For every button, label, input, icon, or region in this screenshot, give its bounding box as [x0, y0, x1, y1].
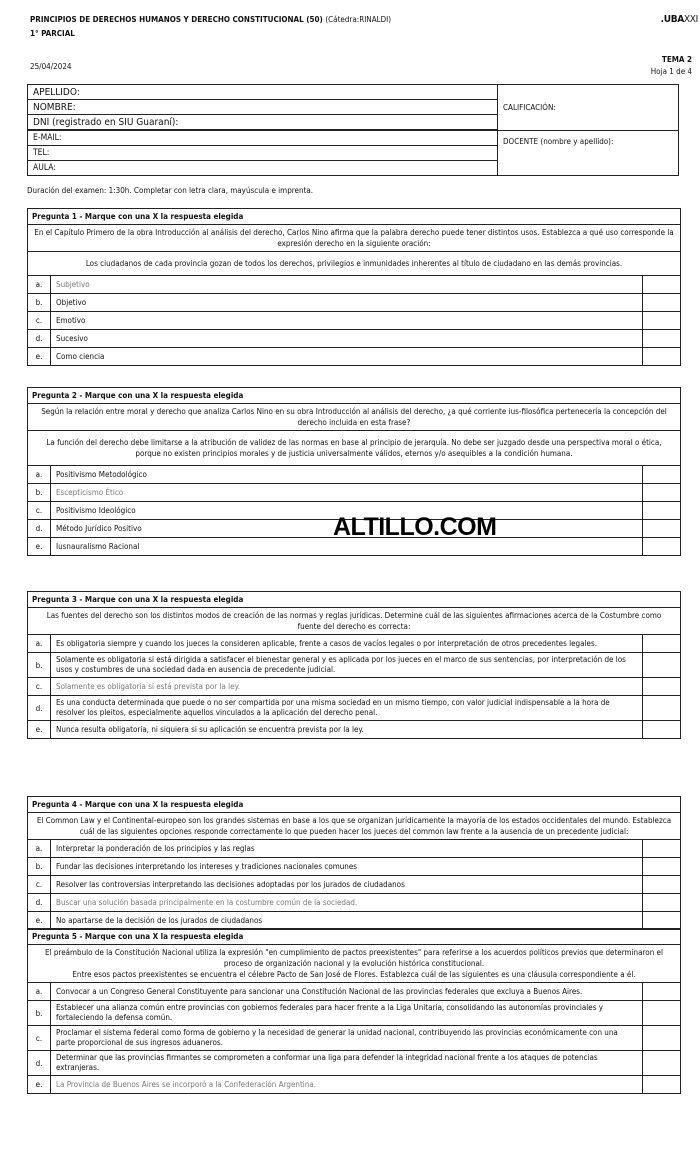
altillo-watermark: ALTILLO.COM — [333, 513, 497, 541]
answer-option[interactable] — [28, 484, 680, 502]
option-letter: a. — [28, 276, 51, 293]
logo-light: XXI — [683, 14, 698, 25]
question-header: Pregunta 5 - Marque con una X la respuesta elegida — [28, 929, 680, 945]
option-text: Nunca resulta obligatoria, ni siquiera si su aplicación se encuentra prevista por la ley. — [51, 721, 643, 738]
option-text: Solamente es obligatoria si está prevista por la ley. — [51, 678, 643, 695]
answer-checkbox[interactable] — [643, 1076, 680, 1093]
option-text: Solamente es obligatoria si está dirigida a satisfacer el bienestar general y es aplicada por los jueces en el marco de sus sentencias, por interpretación de los usos y costumbres de una sociedad dada en ausencia de precedente judicial. — [51, 653, 643, 677]
answer-option[interactable] — [28, 912, 680, 929]
answer-option[interactable] — [28, 653, 680, 678]
question-1 — [27, 208, 681, 366]
answer-checkbox[interactable] — [643, 348, 680, 365]
dni-field[interactable]: DNI (registrado en SIU Guaraní): — [28, 115, 498, 131]
option-letter: b. — [28, 1001, 51, 1025]
question-statement — [28, 225, 680, 252]
calificacion-field[interactable]: CALIFICACIÓN: — [498, 85, 679, 131]
option-letter: e. — [28, 538, 51, 555]
answer-checkbox[interactable] — [643, 678, 680, 695]
apellido-field[interactable]: APELLIDO: — [28, 85, 498, 100]
question-statement — [28, 945, 680, 983]
option-text: La Provincia de Buenos Aires se incorporó a la Confederación Argentina. — [51, 1076, 643, 1093]
catedra: (Cátedra:RINALDI) — [325, 15, 392, 24]
answer-option[interactable] — [28, 330, 680, 348]
option-text: No apartarse de la decisión de los jurados de ciudadanos — [51, 912, 643, 929]
option-letter: c. — [28, 678, 51, 695]
option-text: Resolver las controversias interpretando las decisiones adoptadas por los jurados de ciudadanos — [51, 876, 643, 893]
question-quote: Los ciudadanos de cada provincia gozan de todos los derechos, privilegios e inmunidades inherentes al título de ciudadano en las demás provincias. — [28, 252, 680, 276]
question-statement — [28, 404, 680, 431]
answer-option[interactable] — [28, 348, 680, 365]
aula-field[interactable]: AULA: — [28, 161, 498, 176]
answer-checkbox[interactable] — [643, 1026, 680, 1050]
statement-text: Según la relación entre moral y derecho que analiza Carlos Nino en su obra Introducción al análisis del derecho, ¿a qué corriente ius-filosófica pertenecería la concepción del derecho incluida en esta frase? — [41, 407, 667, 427]
answer-checkbox[interactable] — [643, 330, 680, 347]
option-text: Es obligatoria siempre y cuando los jueces la consideren aplicable, frente a casos de vacíos legales o por interpretación de otros precedentes legales. — [51, 635, 643, 652]
option-letter: d. — [28, 696, 51, 720]
option-text: Fundar las decisiones interpretando los intereses y tradiciones nacionales comunes — [51, 858, 643, 875]
statement-text: Las fuentes del derecho son los distintos modos de creación de las normas y reglas jurídicas. Determine cuál de las siguientes afirmaciones acerca de la Costumbre como fuente del derecho es correcta: — [46, 611, 662, 631]
nombre-field[interactable]: NOMBRE: — [28, 100, 498, 115]
answer-checkbox[interactable] — [643, 294, 680, 311]
answer-checkbox[interactable] — [643, 635, 680, 652]
answer-option[interactable] — [28, 840, 680, 858]
option-letter: d. — [28, 330, 51, 347]
option-text: Sucesivo — [51, 330, 643, 347]
tema-label: TEMA 2 — [661, 55, 692, 64]
option-text: Determinar que las provincias firmantes se comprometen a conformar una liga para defender la integridad nacional frente a los ataques de potencias extranjeras. — [51, 1051, 643, 1075]
option-letter: e. — [28, 1076, 51, 1093]
answer-checkbox[interactable] — [643, 912, 680, 929]
option-letter: d. — [28, 894, 51, 911]
option-letter: b. — [28, 653, 51, 677]
answer-checkbox[interactable] — [643, 983, 680, 1000]
option-letter: e. — [28, 348, 51, 365]
option-letter: b. — [28, 484, 51, 501]
exam-instructions: Duración del examen: 1:30h. Completar con letra clara, mayúscula e imprenta. — [27, 186, 314, 195]
answer-checkbox[interactable] — [643, 276, 680, 293]
option-text: Establecer una alianza común entre provincias con gobiernos federales para hacer frente a la Liga Unitaria, consolidando las autonomías provinciales y fortaleciendo la defensa común. — [51, 1001, 643, 1025]
question-quote: La función del derecho debe limitarse a la atribución de validez de las normas en base al principio de jerarquía. No debe ser juzgado desde una perspectiva moral o ética, porque no existen principios morales y de justicia universalmente válidos, eternos y/o asequibles a la condición humana. — [28, 431, 680, 466]
question-statement — [28, 608, 680, 635]
answer-checkbox[interactable] — [643, 538, 680, 555]
option-letter: e. — [28, 721, 51, 738]
option-letter: a. — [28, 635, 51, 652]
course-title — [30, 15, 391, 24]
option-text: Emotivo — [51, 312, 643, 329]
answer-option[interactable] — [28, 635, 680, 653]
question-statement — [28, 813, 680, 840]
answer-option[interactable] — [28, 721, 680, 738]
option-text: Buscar una solución basada principalmente en la costumbre común de la sociedad. — [51, 894, 643, 911]
question-header: Pregunta 1 - Marque con una X la respuesta elegida — [28, 209, 680, 225]
answer-option[interactable] — [28, 312, 680, 330]
option-letter: c. — [28, 876, 51, 893]
answer-checkbox[interactable] — [643, 1001, 680, 1025]
option-letter: b. — [28, 858, 51, 875]
answer-checkbox[interactable] — [643, 653, 680, 677]
answer-checkbox[interactable] — [643, 876, 680, 893]
option-letter: e. — [28, 912, 51, 929]
exam-name: 1° PARCIAL — [30, 29, 75, 38]
option-text: Objetivo — [51, 294, 643, 311]
question-3 — [27, 591, 681, 739]
answer-option[interactable] — [28, 696, 680, 721]
option-letter: b. — [28, 294, 51, 311]
question-header: Pregunta 3 - Marque con una X la respuesta elegida — [28, 592, 680, 608]
exam-date: 25/04/2024 — [30, 62, 72, 71]
option-letter: c. — [28, 502, 51, 519]
option-letter: c. — [28, 1026, 51, 1050]
answer-option[interactable] — [28, 983, 680, 1001]
option-text: Interpretar la ponderación de los principios y las reglas — [51, 840, 643, 857]
answer-option[interactable] — [28, 858, 680, 876]
answer-checkbox[interactable] — [643, 894, 680, 911]
option-letter: d. — [28, 1051, 51, 1075]
option-letter: a. — [28, 466, 51, 483]
answer-checkbox[interactable] — [643, 312, 680, 329]
answer-option[interactable] — [28, 1076, 680, 1093]
option-text: Subjetivo — [51, 276, 643, 293]
answer-checkbox[interactable] — [643, 484, 680, 501]
question-header: Pregunta 2 - Marque con una X la respuesta elegida — [28, 388, 680, 404]
option-letter: d. — [28, 520, 51, 537]
answer-option[interactable] — [28, 1051, 680, 1076]
question-4 — [27, 796, 681, 930]
option-letter: c. — [28, 312, 51, 329]
answer-checkbox[interactable] — [643, 502, 680, 519]
statement-text-2: Entre esos pactos preexistentes se encuentra el célebre Pacto de San José de Flores. Establezca cuál de las siguientes es una cláusula correspondiente a él. — [72, 970, 636, 979]
answer-checkbox[interactable] — [643, 466, 680, 483]
answer-option[interactable] — [28, 876, 680, 894]
option-text: Proclamar el sistema federal como forma de gobierno y la necesidad de generar la unidad nacional, contribuyendo las provincias económicamente con una parte proporcional de sus ingresos aduaneros. — [51, 1026, 643, 1050]
option-text: Convocar a un Congreso General Constituyente para sancionar una Constitución Nacional de las provincias federales que excluya a Buenos Aires. — [51, 983, 643, 1000]
page-indicator: Hoja 1 de 4 — [650, 67, 692, 76]
option-text: Como ciencia — [51, 348, 643, 365]
answer-checkbox[interactable] — [643, 520, 680, 537]
student-info-form — [27, 84, 679, 176]
logo-bold: .UBA — [660, 14, 684, 25]
statement-text: El preámbulo de la Constitución Nacional utiliza la expresión "en cumplimiento de pactos preexistentes" para referirse a los acuerdos políticos previos que determinaron el proceso de organización nacional y la evolución histórica constitucional. — [45, 948, 663, 968]
option-text: Escepticismo Ético — [51, 484, 643, 501]
question-5 — [27, 928, 681, 1094]
statement-text: En el Capítulo Primero de la obra Introducción al análisis del derecho, Carlos Nino afirma que la palabra derecho puede tener distintos usos. Establezca a qué uso corresponde la expresión derecho en la siguiente oración: — [34, 228, 674, 248]
answer-option[interactable] — [28, 294, 680, 312]
statement-text: El Common Law y el Continental-europeo son los grandes sistemas en base a los que se organizan jurídicamente la mayoría de los estados occidentales del mundo. Establezca cuál de las siguientes opciones responde correctamente lo que pueden hacer los jueces del common law frente a la ausencia de un precedente judicial: — [36, 816, 672, 836]
email-field[interactable]: E-MAIL: — [28, 130, 498, 146]
uba-xxi-logo — [661, 14, 698, 25]
answer-option[interactable] — [28, 466, 680, 484]
option-text: Positivismo Ideológico — [51, 502, 643, 519]
answer-option[interactable] — [28, 276, 680, 294]
course-name: PRINCIPIOS DE DERECHOS HUMANOS Y DERECHO CONSTITUCIONAL (50) — [30, 15, 323, 24]
question-header: Pregunta 4 - Marque con una X la respuesta elegida — [28, 797, 680, 813]
option-text: Iusnauralismo Racional — [51, 538, 643, 555]
answer-checkbox[interactable] — [643, 696, 680, 720]
answer-option[interactable] — [28, 678, 680, 696]
answer-option[interactable] — [28, 1026, 680, 1051]
answer-option[interactable] — [28, 894, 680, 912]
option-letter: a. — [28, 840, 51, 857]
option-letter: a. — [28, 983, 51, 1000]
answer-checkbox[interactable] — [643, 1051, 680, 1075]
answer-option[interactable] — [28, 1001, 680, 1026]
answer-checkbox[interactable] — [643, 840, 680, 857]
tel-field[interactable]: TEL: — [28, 146, 498, 161]
answer-checkbox[interactable] — [643, 721, 680, 738]
option-text: Positivismo Metodológico — [51, 466, 643, 483]
docente-field[interactable]: DOCENTE (nombre y apellido): — [498, 130, 679, 176]
option-text: Método Jurídico Positivo — [51, 520, 643, 537]
answer-checkbox[interactable] — [643, 858, 680, 875]
option-text: Es una conducta determinada que puede o no ser compartida por una misma sociedad en un mismo tiempo, con valor judicial indispensable a la hora de resolver los pleitos, especialmente aquellos vinculados a la aplicación del derecho penal. — [51, 696, 643, 720]
